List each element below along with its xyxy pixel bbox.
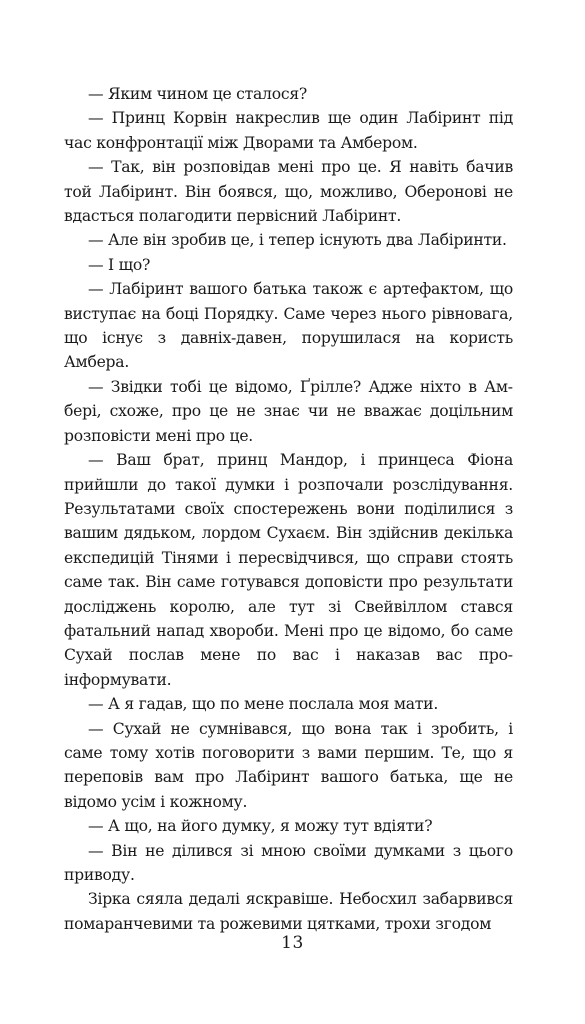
paragraph-3: — Так, він розповідав мені про це. Я навіть бачив той Лабіринт. Він боявся, що, можливо, Оберонові не вдасться полагодити первісний Лабіринт. xyxy=(64,158,513,226)
paragraph-13: Зірка сяяла дедалі яскравіше. Небосхил забарвився помаранчевими та рожевими цятками, трохи згодом xyxy=(64,890,513,933)
paragraph-11: — А що, на його думку, я можу тут вдіяти? xyxy=(88,817,433,836)
paragraph-12: — Він не ділився зі мною своїми думками з цього приводу. xyxy=(64,841,513,884)
paragraph-10: — Сухай не сумнівався, що вона так і зробить, і саме тому хотів поговорити з вами першим. Те, що я переповів вам про Лабіринт вашого батька, ще не відомо усім і кожному. xyxy=(64,719,513,811)
paragraph-6: — Лабіринт вашого батька також є артефактом, що виступає на боці Порядку. Саме через нього рівновага, що існує з давніх-давен, порушилася на користь Амбера. xyxy=(64,280,513,372)
paragraph-2: — Принц Корвін накреслив ще один Лабіринт під час конфронтації між Дворами та Амбером. xyxy=(64,109,513,152)
paragraph-4: — Але він зробив це, і тепер існують два Лабіринти. xyxy=(88,231,507,250)
page-number: 13 xyxy=(281,933,304,953)
paragraph-9: — А я гадав, що по мене послала моя мати. xyxy=(88,695,439,714)
paragraph-1: — Яким чином це сталося? xyxy=(88,85,308,103)
paragraph-8: — Ваш брат, принц Мандор, і принцеса Фіона прийшли до такої думки і розпочали розслідування. Результатами своїх спостережень вони поділилися з вашим дядьком, лордом Сухаєм. Він здійснив декілька експедицій Тінями і пересвідчився, що справи стоять саме так. Він саме готувався доповісти про результати досліджень королю, але тут зі Свейвіллом стався фатальний напад хвороби. Мені про це відомо, бо саме Сухай послав мене по вас і наказав вас проінформувати. xyxy=(64,451,513,689)
book-page-text xyxy=(64,82,513,936)
paragraph-5: — І що? xyxy=(88,255,151,274)
paragraph-7: — Звідки тобі це відомо, Ґрілле? Адже ніхто в Амбері, схоже, про це не знає чи не вважає доцільним розповісти мені про це. xyxy=(64,377,513,445)
